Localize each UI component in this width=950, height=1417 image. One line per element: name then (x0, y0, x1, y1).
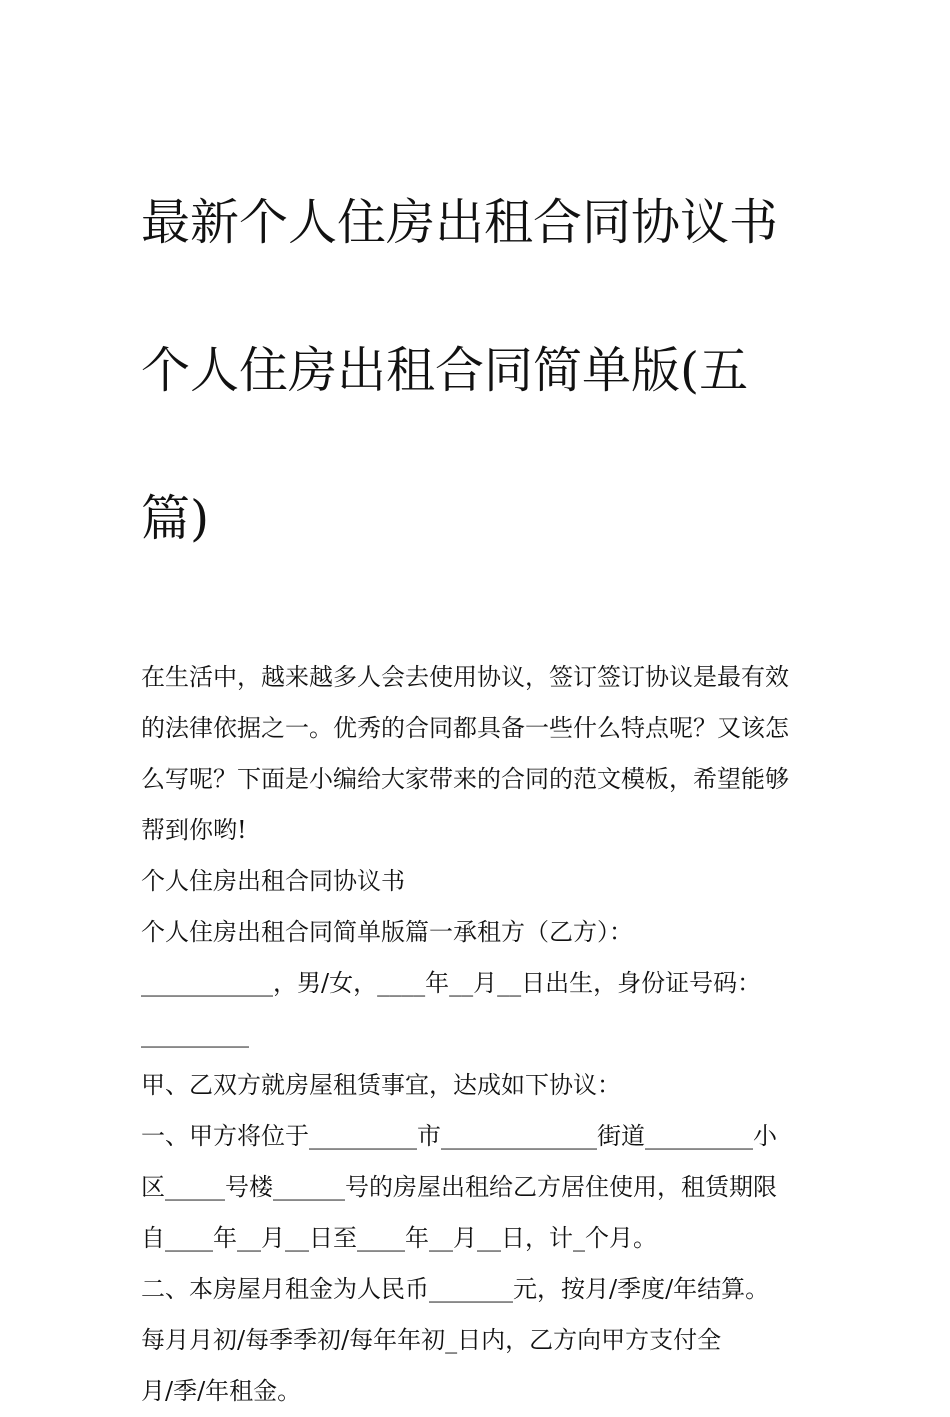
document-title (141, 112, 821, 630)
paragraph-line-10: 一、甲方将位于_________市_____________街道_________小 (141, 1122, 777, 1150)
paragraph-line-2: 的法律依据之一。优秀的合同都具备一些什么特点呢？又该怎 (141, 714, 789, 742)
paragraph-line-6: 个人住房出租合同简单版篇一承租方（乙方）： (141, 918, 633, 946)
paragraph-line-4: 帮到你哟! (141, 816, 247, 844)
paragraph-line-3: 么写呢？下面是小编给大家带来的合同的范文模板，希望能够 (141, 765, 789, 793)
document-page (141, 112, 821, 1417)
title-line-3: 篇) (141, 490, 210, 547)
document-body (141, 652, 821, 1417)
paragraph-line-1: 在生活中，越来越多人会去使用协议，签订签订协议是最有效 (141, 663, 789, 691)
paragraph-line-15: 月/季/年租金。 (141, 1377, 302, 1405)
paragraph-line-11: 区_____号楼______号的房屋出租给乙方居住使用，租赁期限 (141, 1173, 777, 1201)
paragraph-line-9: 甲、乙双方就房屋租赁事宜，达成如下协议： (141, 1071, 621, 1099)
paragraph-line-7: ___________，男/女，____年__月__日出生，身份证号码： (141, 969, 762, 997)
section-heading: 个人住房出租合同协议书 (141, 867, 405, 895)
paragraph-line-14: 每月月初/每季季初/每年年初_日内，乙方向甲方支付全 (141, 1326, 722, 1354)
title-line-1: 最新个人住房出租合同协议书 (141, 194, 779, 251)
paragraph-line-8: _________ (141, 1020, 249, 1048)
paragraph-line-13: 二、本房屋月租金为人民币_______元，按月/季度/年结算。 (141, 1275, 770, 1303)
title-line-2: 个人住房出租合同简单版(五 (141, 342, 749, 399)
paragraph-line-12: 自____年__月__日至____年__月__日，计_个月。 (141, 1224, 657, 1252)
